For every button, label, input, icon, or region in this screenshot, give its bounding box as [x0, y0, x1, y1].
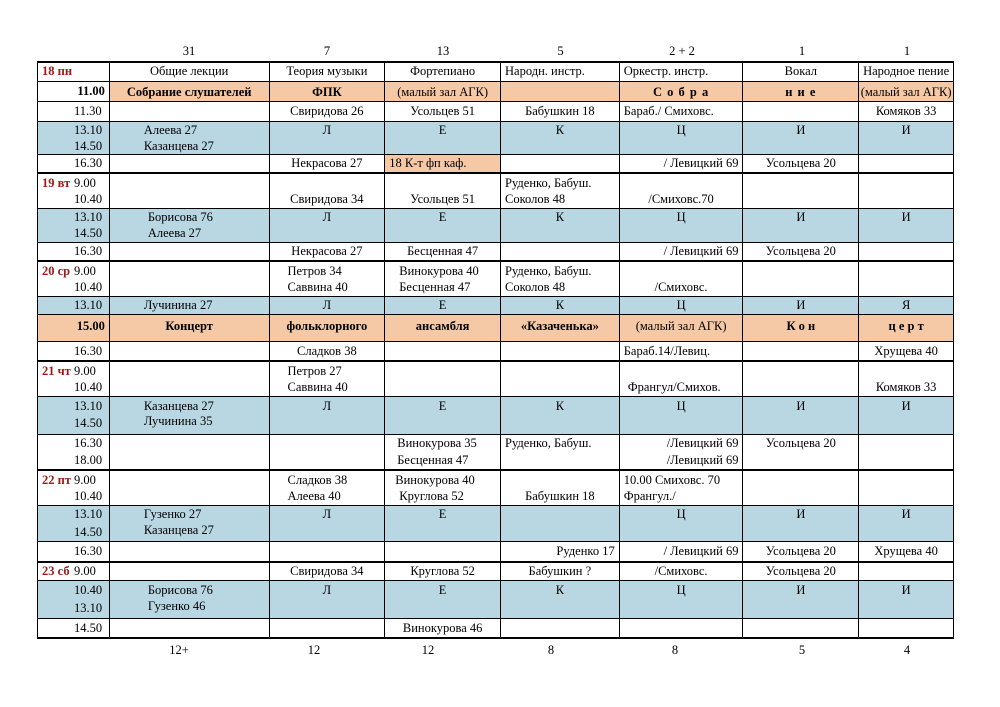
time-label: 16.30	[74, 544, 103, 558]
table-border-bottom	[37, 637, 954, 639]
table-border-top	[37, 61, 954, 63]
table-cell: Е	[438, 123, 447, 137]
time-label: 15.00	[76, 319, 105, 333]
time-label: 9.00	[74, 176, 96, 190]
table-cell: И	[901, 583, 911, 597]
table-cell: К о н	[786, 319, 816, 333]
table-cell: Л	[322, 583, 332, 597]
day-label: 21 чт	[42, 364, 71, 378]
table-cell: И	[796, 399, 806, 413]
table-cell: Ц	[676, 399, 686, 413]
table-cell: Л	[322, 123, 332, 137]
time-label: 16.30	[74, 244, 103, 258]
table-row	[37, 341, 954, 361]
table-cell: Руденко, Бабуш.	[505, 264, 592, 278]
total-theory: 12	[307, 643, 321, 657]
table-cell: н и е	[785, 85, 817, 99]
table-cell: ц е р т	[888, 319, 924, 333]
time-label: 13.10	[74, 399, 103, 413]
table-cell: Л	[322, 399, 332, 413]
total-lectures: 12+	[169, 643, 189, 657]
table-cell: Сладков 38	[297, 344, 357, 358]
table-row	[37, 361, 954, 396]
table-cell: Круглова 52	[410, 564, 475, 578]
table-cell: Петров 27	[287, 364, 342, 378]
divider	[37, 208, 954, 209]
table-cell: Я	[901, 298, 911, 312]
col-header-orchestra: Оркестр. инстр.	[623, 64, 709, 78]
table-cell: И	[796, 210, 806, 224]
table-cell: /Левицкий 69	[666, 453, 739, 467]
table-row	[37, 618, 954, 638]
table-cell: Соколов 48	[505, 280, 566, 294]
table-cell: Усольцева 20	[765, 544, 836, 558]
time-label: 9.00	[74, 564, 96, 578]
divider	[37, 341, 954, 342]
total-piano: 12	[421, 643, 435, 657]
table-cell: 10.00 Смиховс. 70	[623, 473, 721, 487]
table-cell: /Смиховс.	[654, 280, 708, 294]
table-cell: Собрание слушателей	[126, 85, 252, 99]
divider	[37, 121, 954, 122]
table-cell: С о б р а	[652, 85, 710, 99]
table-row	[37, 541, 954, 562]
time-label: 14.50	[74, 139, 103, 153]
table-cell: Гузенко 27	[143, 507, 202, 521]
table-cell: /Смиховс.	[654, 564, 708, 578]
count-folksinging: 1	[903, 44, 911, 58]
count-piano: 13	[436, 44, 450, 58]
table-cell: Казанцева 27	[143, 399, 214, 413]
table-cell: Концерт	[165, 319, 213, 333]
time-label: 16.30	[74, 344, 103, 358]
divider	[37, 434, 954, 435]
table-cell: фольклорного	[286, 319, 368, 333]
divider	[37, 101, 954, 102]
time-label: 9.00	[74, 473, 96, 487]
table-cell: Франгул/Смихов.	[627, 380, 721, 394]
table-cell: К	[555, 583, 565, 597]
table-cell: Борисова 76	[147, 583, 213, 597]
table-row	[37, 173, 954, 208]
day-label: 23 сб	[42, 564, 70, 578]
header-row	[37, 62, 954, 82]
table-cell: К	[555, 298, 565, 312]
table-cell: Гузенко 46	[147, 599, 206, 613]
table-cell: И	[901, 507, 911, 521]
time-label: 10.40	[74, 280, 103, 294]
day-label: 18 пн	[42, 64, 73, 78]
table-row	[37, 208, 954, 242]
table-row	[37, 505, 954, 541]
time-label: 10.40	[74, 380, 103, 394]
table-cell: (малый зал АГК)	[635, 319, 727, 333]
table-cell: Ц	[676, 210, 686, 224]
time-label: 16.30	[74, 436, 103, 450]
table-row	[37, 82, 954, 102]
table-cell: 18 К-т фп каф.	[389, 156, 467, 170]
table-cell: Бабушкин ?	[528, 564, 592, 578]
divider	[37, 505, 954, 506]
table-row	[37, 296, 954, 314]
time-label: 11.30	[74, 104, 102, 118]
table-cell: Бесценная 47	[407, 244, 479, 258]
table-cell: Винокурова 40	[399, 264, 479, 278]
time-label: 13.10	[74, 210, 103, 224]
divider	[37, 154, 954, 155]
col-header-piano: Фортепиано	[410, 64, 476, 78]
table-cell: Хрущева 40	[874, 544, 938, 558]
table-cell: / Левицкий 69	[663, 244, 739, 258]
divider	[37, 580, 954, 581]
table-cell: «Казаченька»	[520, 319, 599, 333]
day-label: 20 ср	[42, 264, 71, 278]
divider	[37, 314, 954, 315]
day-divider	[37, 360, 954, 362]
table-cell: Свиридова 34	[290, 564, 364, 578]
day-divider	[37, 561, 954, 563]
col-header-folk-instr: Народн. инстр.	[505, 64, 585, 78]
divider	[37, 81, 954, 82]
table-cell: Бараб./ Смиховс.	[623, 104, 714, 118]
table-cell: И	[901, 399, 911, 413]
table-cell: Алеева 40	[287, 489, 341, 503]
time-label: 13.10	[74, 601, 103, 615]
table-cell: Л	[322, 298, 332, 312]
time-label: 13.10	[74, 123, 103, 137]
time-label: 18.00	[74, 453, 103, 467]
table-cell: Л	[322, 210, 332, 224]
time-label: 10.40	[74, 489, 103, 503]
table-cell: Бабушкин 18	[525, 104, 595, 118]
table-cell: Ц	[676, 123, 686, 137]
table-cell: И	[901, 210, 911, 224]
table-cell: Свиридова 26	[290, 104, 364, 118]
time-label: 14.50	[74, 226, 103, 240]
table-row	[37, 562, 954, 580]
time-label: 10.40	[74, 583, 103, 597]
table-row	[37, 102, 954, 121]
day-divider	[37, 172, 954, 174]
table-cell: Е	[438, 210, 447, 224]
table-cell: Сладков 38	[287, 473, 348, 487]
table-cell: К	[555, 210, 565, 224]
table-cell: Ц	[676, 298, 686, 312]
table-cell: Усольцева 20	[765, 244, 836, 258]
count-lectures: 31	[182, 44, 196, 58]
table-cell: Е	[438, 399, 447, 413]
table-cell: Руденко, Бабуш.	[505, 176, 592, 190]
table-cell: Некрасова 27	[291, 156, 363, 170]
day-label: 22 пт	[42, 473, 71, 487]
table-cell: И	[796, 123, 806, 137]
time-label: 9.00	[74, 364, 96, 378]
table-cell: К	[555, 123, 565, 137]
total-folksinging: 4	[903, 643, 911, 657]
table-cell: Комяков 33	[875, 380, 937, 394]
table-row	[37, 470, 954, 505]
table-row	[37, 121, 954, 154]
table-cell: Бесценная 47	[397, 453, 469, 467]
table-cell: И	[901, 123, 911, 137]
table-cell: Л	[322, 507, 332, 521]
table-cell: Казанцева 27	[143, 523, 214, 537]
table-cell: Е	[438, 583, 447, 597]
divider	[37, 296, 954, 297]
time-label: 14.50	[74, 416, 103, 430]
table-cell: Бесценная 47	[399, 280, 471, 294]
table-cell: Алеева 27	[147, 226, 202, 240]
table-cell: / Левицкий 69	[663, 544, 739, 558]
table-cell: Бараб.14/Левиц.	[623, 344, 711, 358]
table-cell: Петров 34	[287, 264, 342, 278]
day-label: 19 вт	[42, 176, 71, 190]
table-cell: Хрущева 40	[874, 344, 938, 358]
table-row	[37, 242, 954, 261]
table-cell: Усольцева 20	[765, 436, 836, 450]
table-cell: И	[796, 298, 806, 312]
table-row	[37, 434, 954, 470]
table-cell: Винокурова 40	[395, 473, 475, 487]
col-header-theory: Теория музыки	[286, 64, 368, 78]
table-row	[37, 396, 954, 434]
table-cell: И	[796, 507, 806, 521]
table-cell: Комяков 33	[875, 104, 937, 118]
time-label: 16.30	[74, 156, 103, 170]
table-cell: /Смиховс.70	[648, 192, 714, 206]
table-row	[37, 154, 954, 173]
total-orchestra: 8	[671, 643, 679, 657]
count-folk: 5	[557, 44, 564, 58]
time-label: 10.40	[74, 192, 103, 206]
table-cell: Свиридова 34	[290, 192, 364, 206]
table-cell: Франгул./	[623, 489, 676, 503]
table-cell: Саввина 40	[287, 280, 348, 294]
time-label: 9.00	[74, 264, 96, 278]
table-cell: Борисова 76	[147, 210, 213, 224]
total-vocal: 5	[798, 643, 806, 657]
table-cell: Ц	[676, 583, 686, 597]
divider	[37, 396, 954, 397]
count-orchestra: 2 + 2	[669, 44, 695, 58]
table-cell: Винокурова 46	[402, 621, 483, 635]
table-cell: К	[555, 399, 565, 413]
table-cell: Казанцева 27	[143, 139, 214, 153]
col-header-vocal: Вокал	[784, 64, 818, 78]
table-cell: Усольцев 51	[410, 104, 475, 118]
table-cell: Усольцев 51	[410, 192, 475, 206]
divider	[37, 618, 954, 619]
table-cell: Усольцева 20	[765, 156, 836, 170]
table-cell: Бабушкин 18	[525, 489, 595, 503]
count-theory: 7	[323, 44, 331, 58]
day-divider	[37, 260, 954, 262]
table-cell: Ц	[676, 507, 686, 521]
col-header-folk-singing: Народное пение	[863, 64, 950, 78]
time-label: 14.50	[74, 621, 103, 635]
table-row	[37, 261, 954, 296]
table-cell: Саввина 40	[287, 380, 348, 394]
divider	[37, 242, 954, 243]
table-cell: ансамбля	[415, 319, 470, 333]
table-cell: Некрасова 27	[291, 244, 363, 258]
table-cell: Винокурова 35	[397, 436, 477, 450]
table-cell: И	[796, 583, 806, 597]
table-cell: Круглова 52	[399, 489, 464, 503]
time-label: 11.00	[77, 84, 105, 98]
table-cell: Руденко, Бабуш.	[505, 436, 592, 450]
total-folk: 8	[547, 643, 555, 657]
time-label: 14.50	[74, 525, 103, 539]
table-cell: Лучинина 35	[143, 414, 213, 428]
time-label: 13.10	[74, 298, 103, 312]
table-row	[37, 314, 954, 341]
table-cell: Лучинина 27	[143, 298, 213, 312]
table-cell: /Левицкий 69	[666, 436, 739, 450]
table-cell: Е	[438, 507, 447, 521]
table-row	[37, 580, 954, 618]
table-cell: Руденко 17	[556, 544, 615, 558]
table-cell: (малый зал АГК)	[397, 85, 489, 99]
time-label: 13.10	[74, 507, 103, 521]
count-vocal: 1	[798, 44, 806, 58]
table-cell: ФПК	[312, 85, 342, 99]
table-cell: Е	[438, 298, 447, 312]
table-cell: Усольцева 20	[765, 564, 836, 578]
table-cell: / Левицкий 69	[663, 156, 739, 170]
table-cell: Алеева 27	[143, 123, 198, 137]
divider	[37, 541, 954, 542]
table-cell: (малый зал АГК)	[860, 85, 952, 99]
col-header-lectures: Общие лекции	[150, 64, 229, 78]
day-divider	[37, 469, 954, 471]
table-cell: Соколов 48	[505, 192, 566, 206]
